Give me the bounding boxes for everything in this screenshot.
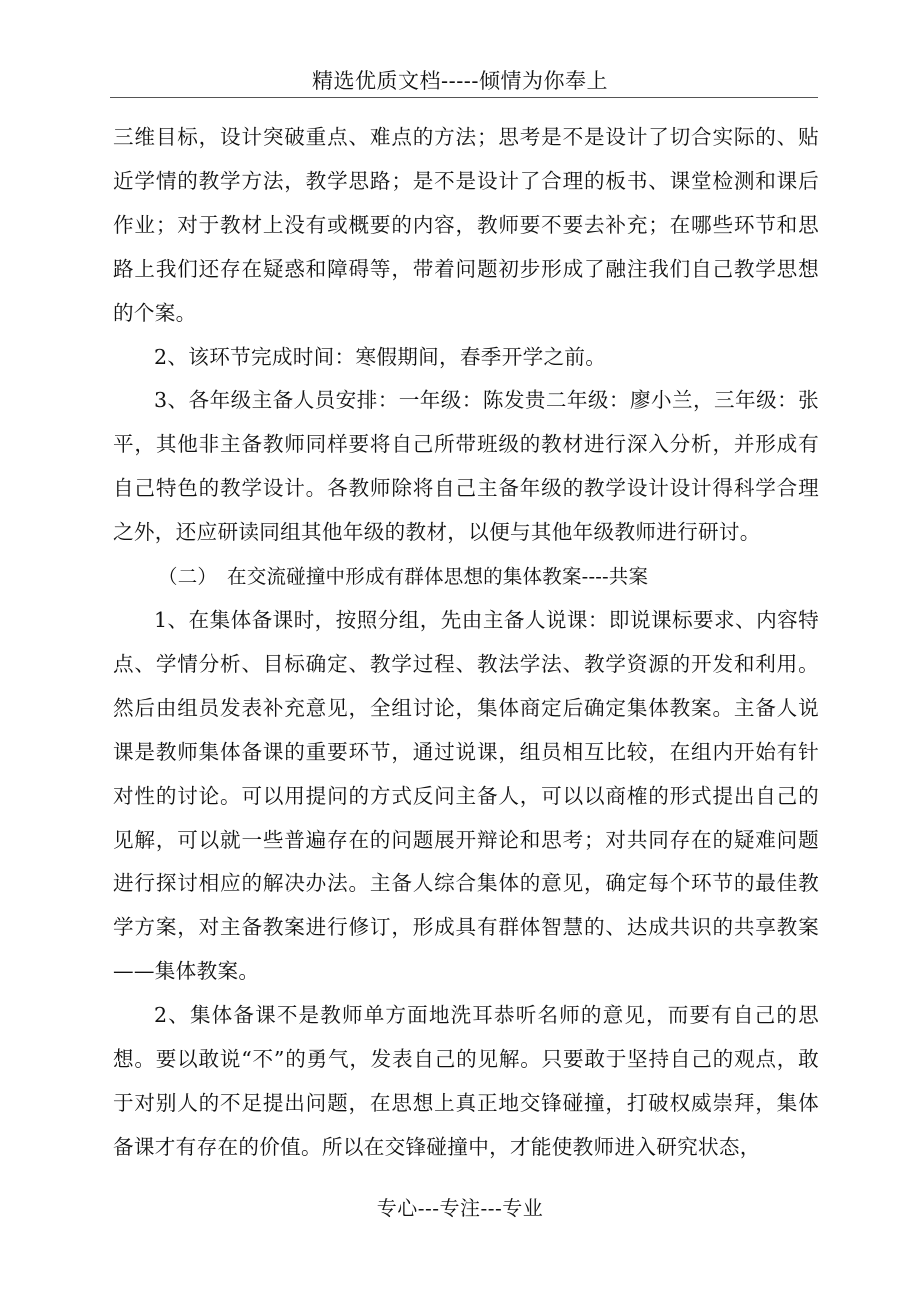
- section-heading: （二） 在交流碰撞中形成有群体思想的集体教案----共案: [158, 565, 649, 589]
- document-body: [113, 116, 819, 1170]
- paragraph-section-item-1: 1、在集体备课时，按照分组，先由主备人说课：即说课标要求、内容特点、学情分析、目标确定、教学过程、教法学法、教学资源的开发和利用。然后由组员发表补充意见，全组讨论，集体商定后确定集体教案。主备人说课是教师集体备课的重要环节，通过说课，组员相互比较，在组内开始有针对性的讨论。可以用提问的方式反问主备人，可以以商榷的形式提出自己的见解，可以就一些普遍存在的问题展开辩论和思考；对共同存在的疑难问题进行探讨相应的解决办法。主备人综合集体的意见，确定每个环节的最佳教学方案，对主备教案进行修订，形成具有群体智慧的、达成共识的共享教案——集体教案。: [113, 607, 819, 984]
- paragraph-continued: 三维目标，设计突破重点、难点的方法；思考是不是设计了切合实际的、贴近学情的教学方法，教学思路；是不是设计了合理的板书、课堂检测和课后作业；对于教材上没有或概要的内容，教师要不要去补充；在哪些环节和思路上我们还存在疑惑和障碍等，带着问题初步形成了融注我们自己教学思想的个案。: [113, 125, 819, 325]
- page-footer: 专心---专注---专业: [376, 1196, 544, 1220]
- paragraph-item-2: 2、该环节完成时间：寒假期间，春季开学之前。: [154, 344, 607, 369]
- paragraph-section-item-2: 2、集体备课不是教师单方面地洗耳恭听名师的意见，而要有自己的思想。要以敢说“不”的勇气，发表自己的见解。只要敢于坚持自己的观点，敢于对别人的不足提出问题，在思想上真正地交锋碰撞，打破权威崇拜，集体备课才有存在的价值。所以在交锋碰撞中，才能使教师进入研究状态，: [113, 1003, 819, 1159]
- header-divider: [110, 97, 818, 98]
- paragraph-item-3: 3、各年级主备人员安排：一年级：陈发贵二年级：廖小兰，三年级：张平，其他非主备教师同样要将自己所带班级的教材进行深入分析，并形成有自己特色的教学设计。各教师除将自己主备年级的教学设计设计得科学合理之外，还应研读同组其他年级的教材，以便与其他年级教师进行研讨。: [113, 388, 819, 545]
- page-header: 精选优质文档-----倾情为你奉上: [312, 69, 608, 93]
